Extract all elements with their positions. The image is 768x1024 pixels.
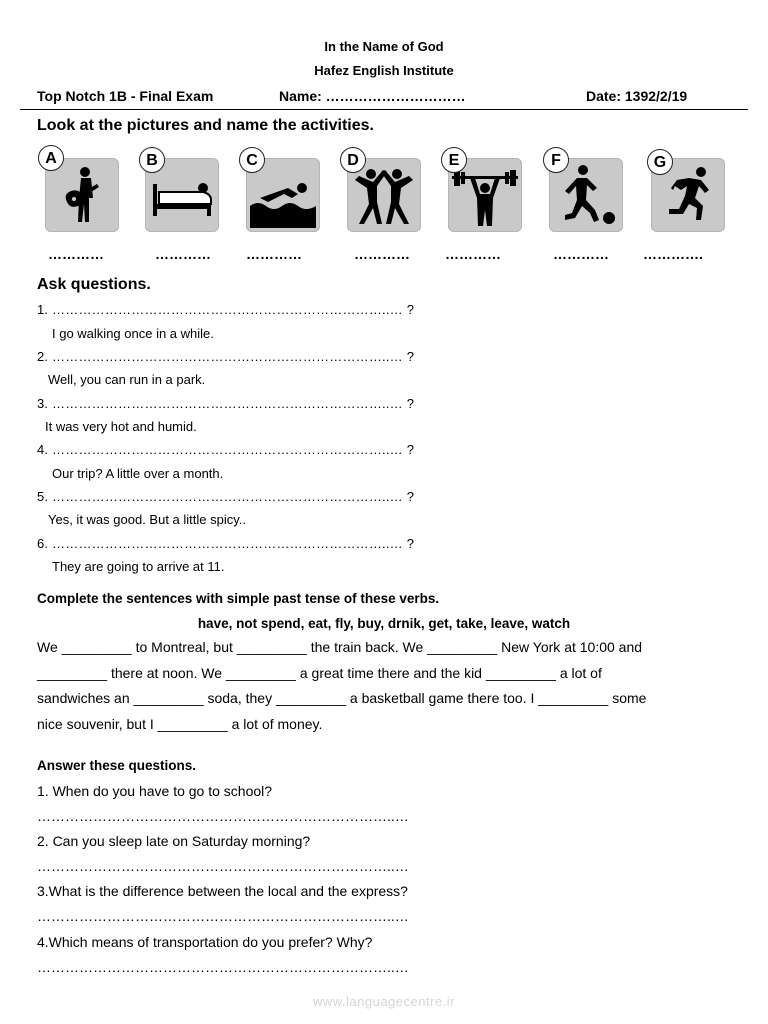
answer-question-1: 1. When do you have to go to school?: [37, 783, 273, 799]
letter-badge-a: A: [38, 145, 64, 171]
paragraph-line-2[interactable]: _________ there at noon. We _________ a great time there and the kid _________ a lot of: [37, 664, 602, 681]
paragraph-line-3[interactable]: sandwiches an _________ soda, they _________ a basketball game there too. I _________ some: [37, 690, 647, 706]
question-answer-3: It was very hot and humid.: [45, 419, 197, 434]
activity-blank-f[interactable]: …………: [553, 246, 609, 262]
pictures-section-title: Look at the pictures and name the activities.: [37, 117, 374, 134]
past-tense-title: Complete the sentences with simple past tense of these verbs.: [37, 591, 440, 606]
header-line-1: In the Name of God: [324, 39, 444, 54]
verb-list: have, not spend, eat, fly, buy, drnik, get, take, leave, watch: [197, 616, 571, 631]
question-answer-1: I go walking once in a while.: [52, 326, 214, 341]
activity-blank-a[interactable]: …………: [48, 246, 104, 262]
answer-line-2[interactable]: …………………………………………………………………..…: [37, 858, 409, 874]
letter-badge-e: E: [441, 147, 467, 173]
question-line-5[interactable]: 5. …………………………………………………………………..… ?: [37, 489, 415, 504]
answer-question-4: 4.Which means of transportation do you prefer? Why?: [37, 934, 373, 950]
letter-badge-c: C: [239, 147, 265, 173]
header-divider: [20, 109, 748, 110]
letter-badge-f: F: [543, 147, 569, 173]
activity-blank-g[interactable]: ………….: [643, 246, 703, 262]
activity-blank-e[interactable]: …………: [445, 246, 501, 262]
activity-blank-b[interactable]: …………: [155, 246, 211, 262]
paragraph-line-1[interactable]: We _________ to Montreal, but _________ the train back. We _________ New York at 10:00 and: [37, 639, 643, 655]
header-line-2: Hafez English Institute: [314, 63, 454, 78]
question-line-3[interactable]: 3. …………………………………………………………………..… ?: [37, 396, 415, 411]
question-line-1[interactable]: 1. …………………………………………………………………..… ?: [37, 302, 415, 317]
answer-question-2: 2. Can you sleep late on Saturday morning?: [37, 833, 311, 849]
activity-blank-c[interactable]: …………: [246, 246, 302, 262]
answer-questions-title: Answer these questions.: [37, 758, 197, 773]
question-answer-2: Well, you can run in a park.: [48, 372, 206, 387]
answer-line-1[interactable]: …………………………………………………………………..…: [37, 808, 409, 824]
footer-watermark: www.languagecentre.ir: [312, 994, 456, 1009]
question-line-6[interactable]: 6. …………………………………………………………………..… ?: [37, 536, 415, 551]
exam-title: Top Notch 1B - Final Exam: [37, 88, 214, 104]
past-tense-paragraph: [37, 635, 732, 737]
question-answer-5: Yes, it was good. But a little spicy..: [48, 512, 246, 527]
ask-questions-title: Ask questions.: [37, 276, 151, 293]
question-line-4[interactable]: 4. …………………………………………………………………..… ?: [37, 442, 415, 457]
letter-badge-g: G: [647, 149, 673, 175]
question-answer-6: They are going to arrive at 11.: [52, 559, 225, 574]
answer-question-3: 3.What is the difference between the local and the express?: [37, 883, 408, 899]
answer-line-4[interactable]: …………………………………………………………………..…: [37, 959, 409, 975]
letter-badge-d: D: [340, 147, 366, 173]
paragraph-line-4[interactable]: nice souvenir, but I _________ a lot of money.: [37, 715, 323, 732]
letter-badge-b: B: [139, 147, 165, 173]
activity-blank-d[interactable]: …………: [354, 246, 410, 262]
name-field: Name: …………………………: [279, 88, 466, 104]
question-answer-4: Our trip? A little over a month.: [52, 466, 224, 481]
question-line-2[interactable]: 2. …………………………………………………………………..… ?: [37, 349, 415, 364]
date-label: Date: 1392/2/19: [586, 88, 688, 104]
answer-line-3[interactable]: …………………………………………………………………..…: [37, 908, 409, 924]
